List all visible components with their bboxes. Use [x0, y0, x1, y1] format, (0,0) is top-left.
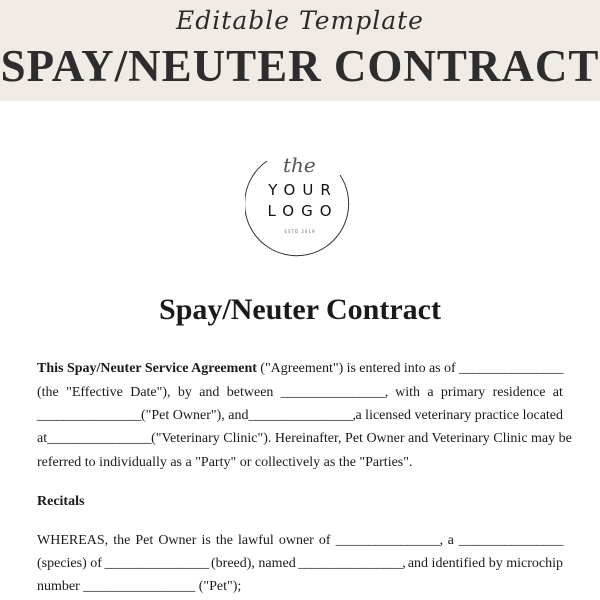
word: with: [395, 385, 421, 400]
pet-owner-name-blank[interactable]: ________________,: [280, 385, 388, 400]
agreement-name: This Spay/Neuter Service Agreement: [37, 361, 257, 376]
word: and: [199, 385, 220, 400]
effective-date-blank[interactable]: ________________: [458, 361, 563, 376]
recitals-line-1: [37, 533, 563, 549]
breed-blank[interactable]: ________________: [104, 556, 209, 571]
animal-type-blank[interactable]: ________________,: [335, 533, 443, 548]
word: (the: [37, 385, 59, 400]
text-segment: a licensed veterinary practice located: [355, 408, 564, 423]
word: Date"),: [130, 385, 171, 400]
text-segment: (species) of: [37, 556, 102, 571]
header-banner: [0, 0, 600, 101]
word: the: [113, 533, 131, 548]
logo-est-text: ESTD 2019: [284, 229, 316, 234]
word: lawful: [238, 533, 274, 548]
word: entered: [359, 361, 401, 376]
word: of: [318, 533, 331, 548]
pet-name-blank[interactable]: ________________,: [298, 556, 406, 571]
recitals-line-3: number ________________ ("Pet");: [37, 579, 242, 594]
word: at: [37, 431, 48, 446]
word: WHEREAS,: [37, 533, 109, 548]
intro-line-3: [37, 408, 563, 424]
text-segment: ("Veterinary Clinic"). Hereinafter, Pet Owner and Veterinary Clinic may be: [151, 431, 572, 446]
recitals-line-2: [37, 556, 563, 572]
word: ("Agreement"): [260, 361, 344, 376]
word: as: [428, 361, 441, 376]
text-segment: (breed), named: [211, 556, 296, 571]
intro-line-4: [37, 431, 572, 447]
pet-owner-address-blank[interactable]: ________________: [37, 408, 141, 423]
banner-title: SPAY/NEUTER CONTRACT: [0, 41, 600, 91]
word: is: [201, 533, 211, 548]
banner-script-text: Editable Template: [176, 6, 424, 35]
word: a: [427, 385, 434, 400]
document-title: Spay/Neuter Contract: [159, 293, 441, 326]
intro-line-5: referred to individually as a "Party" or collectively as the "Parties".: [37, 455, 413, 470]
word: is: [346, 361, 356, 376]
species-blank[interactable]: ________________: [458, 533, 563, 548]
intro-line-1: [37, 361, 563, 377]
word: into: [403, 361, 426, 376]
word: of: [443, 361, 456, 376]
word: by: [177, 385, 192, 400]
logo-placeholder: [245, 147, 355, 257]
word: residence: [492, 385, 546, 400]
text-segment: ("Pet Owner"), and: [141, 408, 249, 423]
word: at: [552, 385, 563, 400]
word: "Effective: [66, 385, 123, 400]
intro-line-2: [37, 385, 563, 401]
clinic-address-blank[interactable]: ________________: [47, 431, 152, 446]
text-segment: and identified by microchip: [407, 556, 563, 571]
word: the: [215, 533, 233, 548]
clinic-name-blank[interactable]: ________________,: [248, 408, 356, 423]
word: between: [226, 385, 274, 400]
logo-the-text: the: [283, 153, 316, 177]
word: Owner: [158, 533, 197, 548]
recitals-heading: Recitals: [37, 494, 85, 509]
word: a: [447, 533, 454, 548]
word: primary: [440, 385, 486, 400]
logo-your-text: YOUR: [268, 181, 338, 199]
logo-logo-text: LOGO: [267, 202, 339, 220]
word: Pet: [135, 533, 154, 548]
word: owner: [278, 533, 314, 548]
